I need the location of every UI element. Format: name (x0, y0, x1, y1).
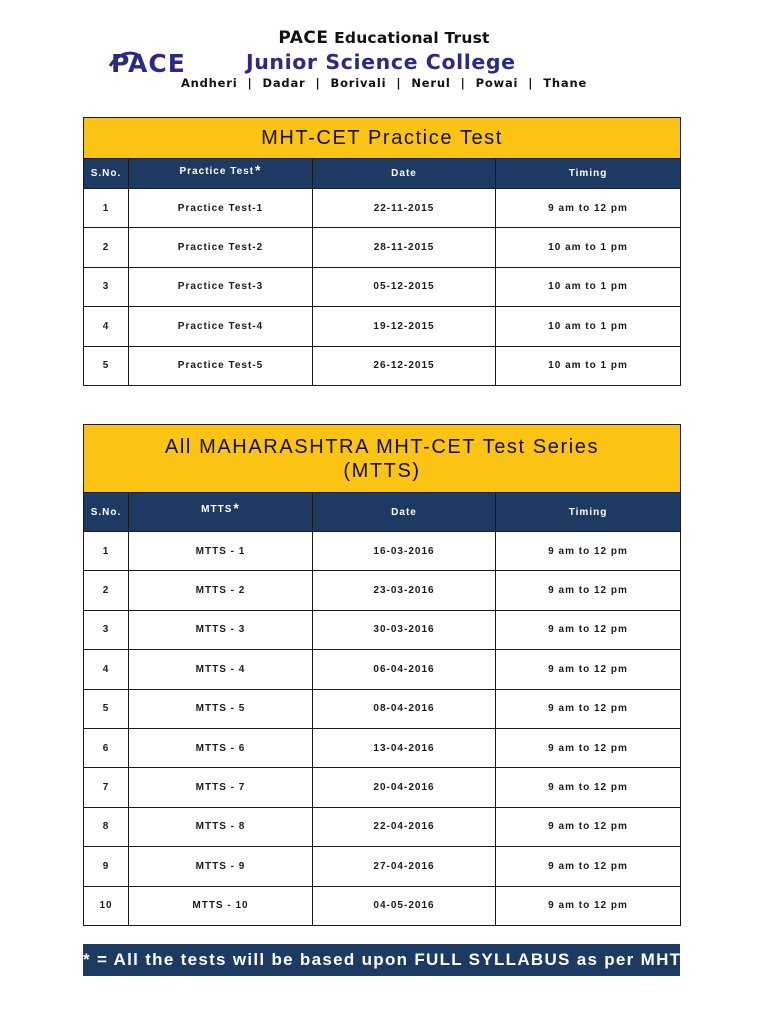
cell-test-name: Practice Test-1 (129, 189, 313, 228)
cell-date: 19-12-2015 (313, 307, 496, 346)
cell-sno: 1 (84, 532, 129, 571)
cell-timing: 9 am to 12 pm (496, 807, 681, 846)
cell-timing: 9 am to 12 pm (496, 728, 681, 767)
logo-text: PACE (111, 49, 186, 75)
cell-date: 30-03-2016 (313, 610, 496, 649)
table-row (84, 189, 681, 228)
trust-brand: PACE (278, 28, 329, 48)
table-row (84, 728, 681, 767)
cell-sno: 5 (84, 689, 129, 728)
cell-sno: 6 (84, 728, 129, 767)
cell-date: 26-12-2015 (313, 346, 496, 385)
cell-test-name: MTTS - 8 (129, 807, 313, 846)
cell-test-name: Practice Test-2 (129, 228, 313, 267)
table-row (84, 689, 681, 728)
table-row (84, 650, 681, 689)
table-row (84, 307, 681, 346)
cell-timing: 9 am to 12 pm (496, 532, 681, 571)
table-row (84, 267, 681, 306)
mtts-table-title (84, 425, 681, 493)
cell-sno: 1 (84, 189, 129, 228)
asterisk-mark: * (255, 161, 262, 178)
cell-timing: 9 am to 12 pm (496, 768, 681, 807)
cell-sno: 4 (84, 650, 129, 689)
syllabus-note: * = All the tests will be based upon FULL SYLLABUS as per MHT-CET (83, 944, 680, 976)
asterisk-mark: * (233, 500, 240, 516)
cell-date: 08-04-2016 (313, 689, 496, 728)
college-name: Junior Science College (246, 50, 516, 74)
cell-test-name: Practice Test-5 (129, 346, 313, 385)
cell-sno: 9 (84, 847, 129, 886)
mtts-table (83, 424, 681, 926)
cell-sno: 4 (84, 307, 129, 346)
cell-date: 27-04-2016 (313, 847, 496, 886)
cell-timing: 9 am to 12 pm (496, 610, 681, 649)
col-header-practice-test (129, 159, 313, 189)
cell-sno: 7 (84, 768, 129, 807)
cell-timing: 10 am to 1 pm (496, 346, 681, 385)
cell-date: 28-11-2015 (313, 228, 496, 267)
branch-list (0, 76, 768, 90)
table-row (84, 532, 681, 571)
cell-timing: 9 am to 12 pm (496, 571, 681, 610)
mtts-table-body (84, 532, 681, 926)
college-banner (108, 49, 668, 75)
cell-test-name: MTTS - 1 (129, 532, 313, 571)
cell-timing: 9 am to 12 pm (496, 886, 681, 925)
branch-name: Nerul (411, 76, 451, 90)
col-header-sno: S.No. (84, 493, 129, 532)
branch-separator: | (315, 76, 321, 90)
cell-sno: 3 (84, 267, 129, 306)
branch-name: Powai (475, 76, 519, 90)
col-header-date: Date (313, 493, 496, 532)
cell-test-name: MTTS - 10 (129, 886, 313, 925)
cell-sno: 8 (84, 807, 129, 846)
table-row (84, 346, 681, 385)
col-header-sno: S.No. (84, 159, 129, 189)
practice-table-body (84, 189, 681, 386)
practice-table-title: MHT-CET Practice Test (84, 118, 681, 159)
table-row (84, 886, 681, 925)
cell-test-name: MTTS - 4 (129, 650, 313, 689)
col-header-date: Date (313, 159, 496, 189)
cell-sno: 3 (84, 610, 129, 649)
cell-test-name: MTTS - 5 (129, 689, 313, 728)
cell-date: 22-11-2015 (313, 189, 496, 228)
cell-timing: 9 am to 12 pm (496, 650, 681, 689)
cell-sno: 5 (84, 346, 129, 385)
cell-date: 06-04-2016 (313, 650, 496, 689)
branch-name: Andheri (180, 76, 238, 90)
cell-test-name: Practice Test-4 (129, 307, 313, 346)
cell-timing: 10 am to 1 pm (496, 267, 681, 306)
mtts-title-line2: (MTTS) (343, 459, 421, 482)
cell-date: 23-03-2016 (313, 571, 496, 610)
table-row (84, 228, 681, 267)
table-row (84, 807, 681, 846)
table-row (84, 768, 681, 807)
branch-name: Dadar (262, 76, 306, 90)
cell-test-name: Practice Test-3 (129, 267, 313, 306)
mtts-title-line1: All MAHARASHTRA MHT-CET Test Series (164, 435, 600, 458)
cell-sno: 10 (84, 886, 129, 925)
branch-name: Thane (543, 76, 588, 90)
col-header-label: Practice Test (179, 165, 255, 177)
cell-timing: 10 am to 1 pm (496, 307, 681, 346)
cell-sno: 2 (84, 571, 129, 610)
col-header-mtts (129, 493, 313, 532)
cell-date: 16-03-2016 (313, 532, 496, 571)
col-header-timing: Timing (496, 159, 681, 189)
trust-rest: Educational Trust (334, 29, 490, 47)
table-row (84, 571, 681, 610)
cell-timing: 9 am to 12 pm (496, 689, 681, 728)
cell-timing: 10 am to 1 pm (496, 228, 681, 267)
branch-separator: | (247, 76, 253, 90)
cell-timing: 9 am to 12 pm (496, 847, 681, 886)
branch-separator: | (528, 76, 534, 90)
cell-test-name: MTTS - 9 (129, 847, 313, 886)
cell-date: 04-05-2016 (313, 886, 496, 925)
cell-date: 05-12-2015 (313, 267, 496, 306)
cell-test-name: MTTS - 7 (129, 768, 313, 807)
cell-sno: 2 (84, 228, 129, 267)
cell-test-name: MTTS - 6 (129, 728, 313, 767)
mtts-header-row (84, 493, 681, 532)
cell-timing: 9 am to 12 pm (496, 189, 681, 228)
cell-date: 13-04-2016 (313, 728, 496, 767)
branch-name: Borivali (330, 76, 387, 90)
branch-separator: | (396, 76, 402, 90)
col-header-label: MTTS (201, 504, 233, 515)
table-row (84, 847, 681, 886)
cell-date: 20-04-2016 (313, 768, 496, 807)
cell-test-name: MTTS - 2 (129, 571, 313, 610)
table-row (84, 610, 681, 649)
branch-separator: | (460, 76, 466, 90)
cell-test-name: MTTS - 3 (129, 610, 313, 649)
practice-header-row (84, 159, 681, 189)
col-header-timing: Timing (496, 493, 681, 532)
practice-test-table (83, 117, 681, 386)
pace-logo-icon (108, 49, 243, 75)
trust-name (0, 28, 768, 48)
page-header (0, 22, 768, 102)
cell-date: 22-04-2016 (313, 807, 496, 846)
